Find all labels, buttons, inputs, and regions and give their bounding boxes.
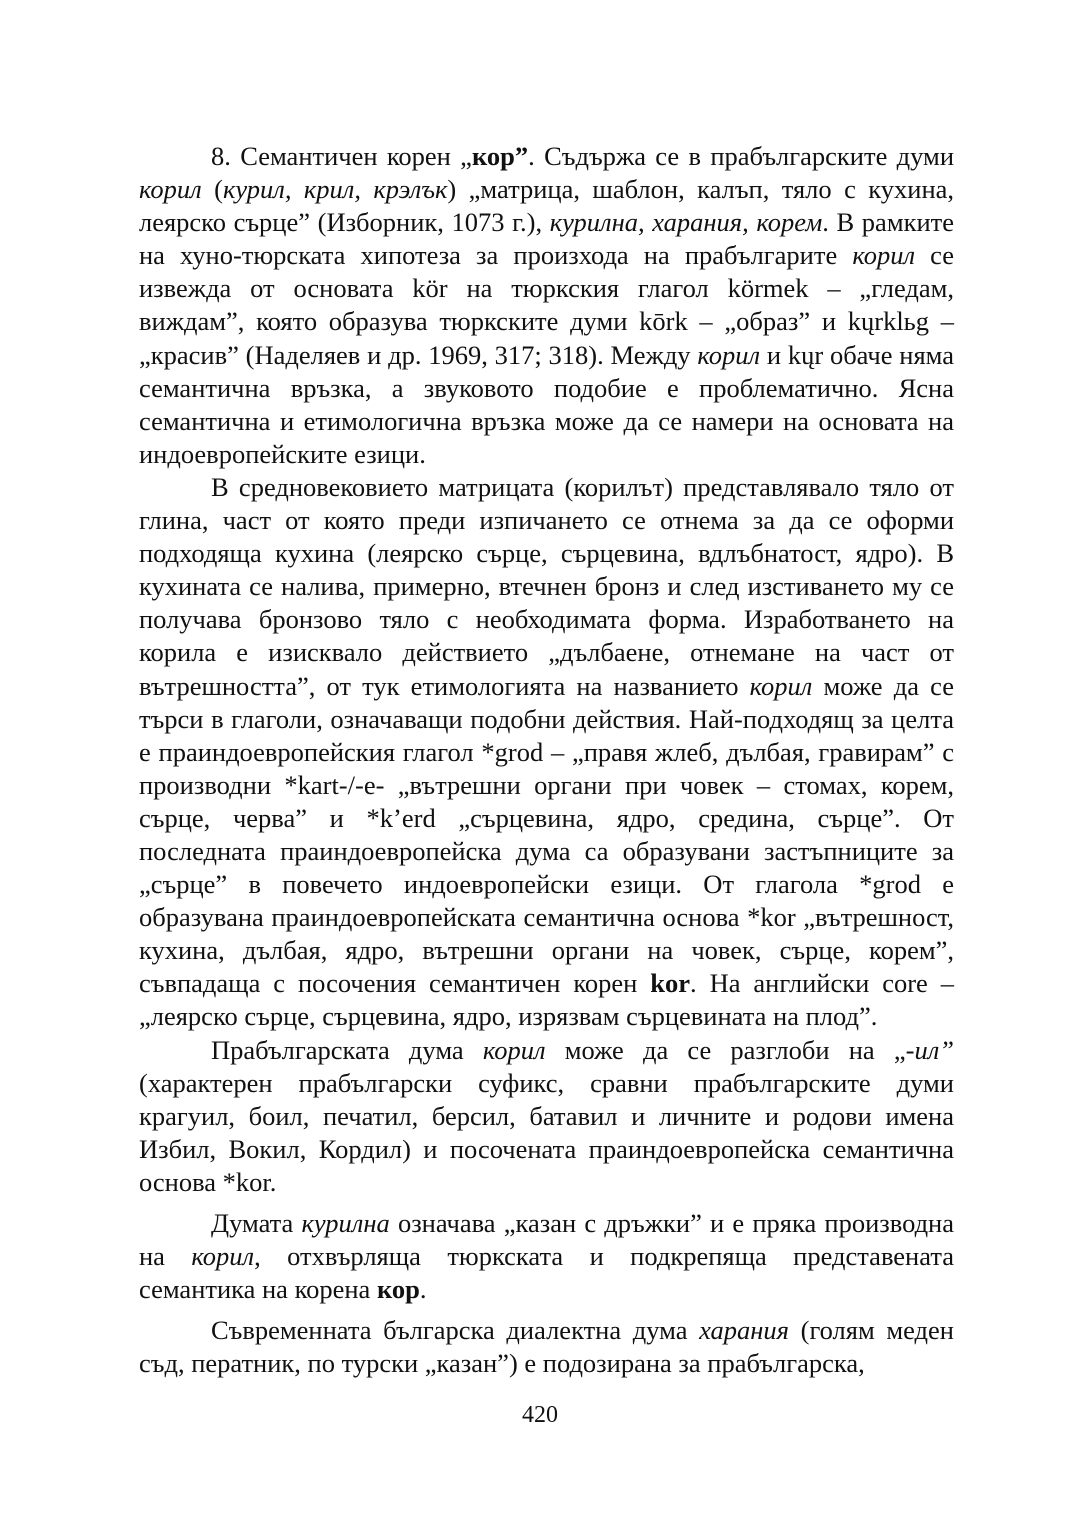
text-run: (голям меден съд, пeратник, по турски „казан”) е подозирана за прабългарска,: [139, 1315, 954, 1379]
text-run: 8. Семантичен корен „: [211, 141, 472, 171]
text-run: . В рамките на хуно-тюрската хипотеза за произхода на прабългарите: [139, 207, 954, 271]
paragraph: [139, 140, 954, 471]
text-run: може да се търси в глаголи, означаващи подобни действия. Най-подходящ за целта е праиндоевропейския глагол *grod – „правя жлеб, дълбая, гравирам” с производни *kart-/-e- „вътрешни органи при човек – стомах, корем, сърце, черва” и *k’erd „сърцевина, ядро, средина, сърце”. От последната праиндоевропейска дума са образувани застъпниците за „сърце” в повечето индоевропейски езици. От глагола *grod е образувана праиндоевропейската семантична основа *kor „вътрешност, кухина, дълбая, ядро, вътрешни органи на човек, сърце, корем”, съвпадаща с посочения семантичен корен: [139, 670, 954, 999]
italic-term: корил: [482, 1034, 546, 1065]
text-run: Прабългарската дума: [211, 1034, 483, 1065]
page-number: 420: [522, 1402, 558, 1428]
paragraph: [139, 1034, 954, 1199]
italic-term: курилна: [301, 1208, 390, 1238]
bold-term: кор”: [471, 141, 529, 171]
text-run: ) „матрица, шаблон, калъп, тяло с кухина, леярско сърце” (Изборник, 1073 г.),: [139, 174, 955, 238]
text-run: В средновековието матрицата (корилът) представлявало тяло от глина, част от която преди изпичането се отнема за да се оформи подходяща кухина (леярско сърце, сърцевина, вдлъбнатост, ядро). В кухината се налива, примерно, втечнен бронз и след изстиването му се получава бронзово тяло с необходимата форма. Изработването на корила е изисквало действието „дълбаене, отнемане на част от вътрешността”, от тук етимологията на названието: [139, 471, 954, 701]
bold-term: kor: [650, 968, 690, 999]
italic-term: харания: [699, 1315, 789, 1346]
page-body: [139, 140, 954, 1380]
paragraph: [139, 471, 954, 1034]
text-run: , отхвърляща тюркската и подкрепяща представената семантика на корена: [139, 1241, 954, 1305]
paragraph: [139, 1314, 954, 1380]
italic-term: корил: [697, 339, 761, 370]
text-run: се извежда от основата kör на тюркския глагол körmek – „гледам, виждам”, която образува тюркските думи kōrk – „образ” и kųrklьg – „красив” (Наделяев и др. 1969, 317; 318). Между: [139, 240, 954, 370]
italic-term: курил, крил, крэлък: [222, 174, 448, 205]
text-run: и kųr обаче няма семантична връзка, а звуковото подобие е проблематично. Ясна семантична и етимологична връзка може да се намери на основата на индоевропейските езици.: [139, 339, 954, 469]
text-run: Думата: [211, 1208, 302, 1238]
italic-term: корил: [749, 670, 813, 701]
text-run: .: [419, 1274, 427, 1305]
italic-term: курилна, харания, корем: [549, 207, 823, 238]
italic-term: корил: [139, 174, 202, 205]
text-run: (характерен прабългарски суфикс, сравни прабългарските думи крагуил, боил, печатил, берсил, батавил и личните и родови имена Избил, Вокил, Кордил) и посочената праиндоевропейска семантична основа *kor.: [139, 1067, 954, 1197]
italic-term: корил: [191, 1241, 255, 1272]
text-run: означава „казан с дръжки” и е пряка производна на: [139, 1208, 954, 1272]
text-run: Съвременната българска диалектна дума: [211, 1315, 700, 1346]
bold-term: кор: [376, 1274, 420, 1305]
italic-term: корил: [852, 240, 916, 271]
paragraph: [139, 1207, 954, 1306]
italic-term: -ил”: [905, 1034, 954, 1065]
text-run: . Съдържа се в прабългарските думи: [528, 141, 954, 171]
text-run: може да се разглоби на „: [545, 1034, 906, 1065]
text-run: . На английски core – „леярско сърце, сърцевина, ядро, изрязвам сърцевината на плод”.: [139, 968, 955, 1032]
text-run: (: [201, 174, 223, 205]
